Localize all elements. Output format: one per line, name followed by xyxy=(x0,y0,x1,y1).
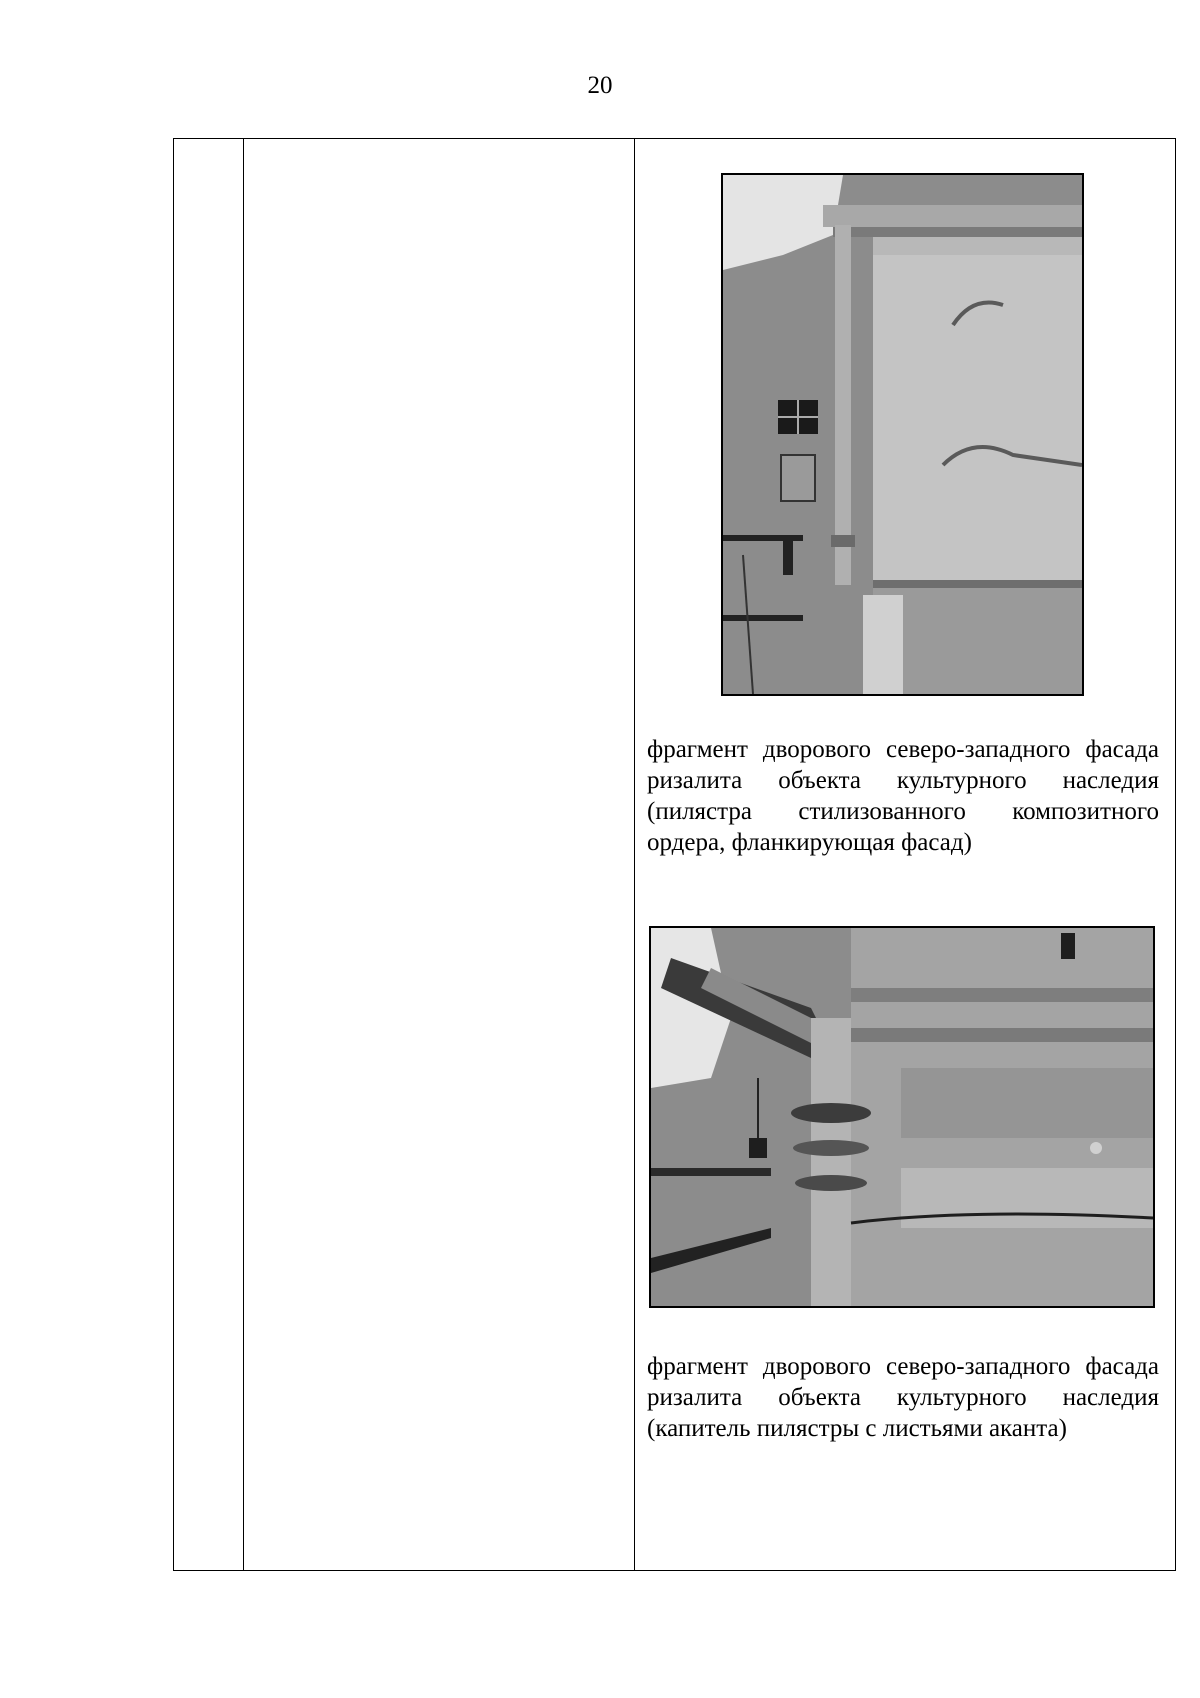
photo-caption-2: фрагмент дворового северо-западного фасада ризалита объекта культурного наследия (капитель пилястры с листьями аканта) xyxy=(647,1353,1159,1442)
photo-cell xyxy=(635,139,1175,1570)
content-table xyxy=(173,138,1176,1571)
table-column-divider-1 xyxy=(243,139,244,1570)
photo-caption-1: фрагмент дворового северо-западного фасада ризалита объекта культурного наследия (пилястра стилизованного композитного ордера, фланкирующая фасад) xyxy=(647,736,1159,856)
pilaster-capital-photo-icon xyxy=(649,926,1155,1308)
building-facade-photo-icon xyxy=(721,173,1084,696)
page-number: 20 xyxy=(587,72,613,99)
